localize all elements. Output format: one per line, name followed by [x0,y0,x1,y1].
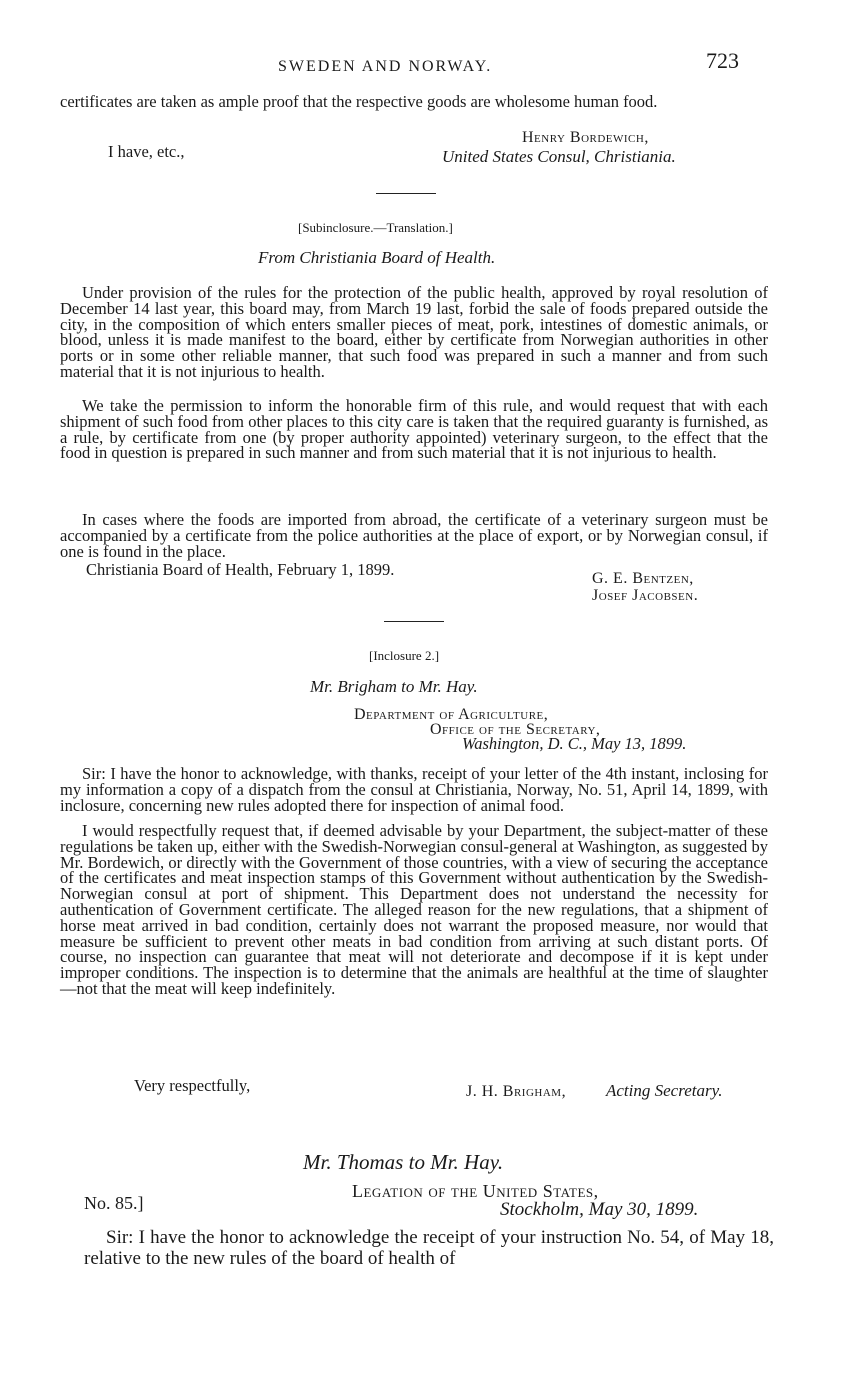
inclosure-paragraph-2: I would respectfully request that, if deemed advisable by your Department, the subject-matter of these regulations be taken up, either with the Swedish-Norwegian consul-general at Washington, as suggested by Mr. Bordewich, or directly with the Government of those countries, with a view of securing the acceptance of the certificates and meat inspection stamps of this Government without authentication by the Swedish-Norwegian consul at port of shipment. This Department does not understand the necessity for authentication of Government certificate. The alleged reason for the new regulations, that a shipment of horse meat arrived in bad condition, certainly does not warrant the proposed measure, nor would that measure be sufficient to prevent other meats in bad condition from arriving at such distant ports. Of course, no inspection can guarantee that meat will not deteriorate and decompose if it is kept under improper conditions. The inspection is to determine that the animals are healthful at the time of slaughter—not that the meat will keep indefinitely. [60,821,768,998]
closing-phrase: I have, etc., [108,142,185,161]
inclosure-heading: Mr. Brigham to Mr. Hay. [310,677,478,696]
address-office: Office of the Secretary, [430,721,601,738]
thomas-paragraph-1: Sir: I have the honor to acknowledge the receipt of your instruction No. 54, of May 18, relative to the new rules of the board of health of [84,1227,774,1269]
legation-address: Legation of the United States, [352,1181,599,1201]
signature-bentzen: G. E. Bentzen, [592,570,694,587]
subinclosure-paragraph-1: Under provision of the rules for the protection of the public health, approved by royal resolution of December 14 last year, this board may, from March 19 last, forbid the sale of foods prepared outside the city, in the composition of which enters smaller pieces of meat, pork, intestines of domestic animals, or blood, unless it is made manifest to the board, either by certificate from Norwegian authorities in other ports or in some other reliable manner, that such food was prepared in such a manner and from such material that it is not injurious to health. [60,283,768,381]
signer-title: Acting Secretary. [606,1081,723,1100]
inclosure-label: [Inclosure 2.] [369,648,440,663]
section-divider [376,193,436,194]
page-number: 723 [706,48,739,73]
closing-phrase: Very respectfully, [134,1076,251,1095]
subinclosure-heading: From Christiania Board of Health. [258,248,496,267]
subinclosure-label: [Subinclosure.—Translation.] [298,220,453,235]
subinclosure-dateline: Christiania Board of Health, February 1, 1899. [86,560,395,579]
continuation-paragraph: certificates are taken as ample proof that the respective goods are wholesome human food. [60,92,658,111]
signature-jacobsen: Josef Jacobsen. [592,587,699,604]
subinclosure-paragraph-2: We take the permission to inform the honorable firm of this rule, and would request that with each shipment of such food from other places to this city care is taken that the required guaranty is furnished, as a rule, by certificate from one (by proper authority appointed) veterinary surgeon, to the effect that the food in question is prepared in such manner and from such material that it is not injurious to health. [60,396,768,463]
running-title: SWEDEN AND NORWAY. [278,58,493,75]
dispatch-number: No. 85.] [84,1193,144,1213]
legation-dateline: Stockholm, May 30, 1899. [500,1199,699,1220]
signer-name: J. H. Brigham, [466,1083,567,1100]
inclosure-paragraph-1: Sir: I have the honor to acknowledge, with thanks, receipt of your letter of the 4th instant, inclosing for my information a copy of a dispatch from the consul at Christiania, Norway, No. 51, April 14, 1899, with inclosure, concerning new rules adopted there for inspection of animal food. [60,764,768,815]
signer-title: United States Consul, Christiania. [442,147,676,166]
letter-heading: Mr. Thomas to Mr. Hay. [303,1150,504,1174]
subinclosure-paragraph-3: In cases where the foods are imported from abroad, the certificate of a veterinary surgeon must be accompanied by a certificate from the police authorities at the place of export, or by Norwegian consul, if one is found in the place. [60,510,768,561]
address-department: Department of Agriculture, [354,706,549,723]
section-divider [384,621,444,622]
signer-name: Henry Bordewich, [522,129,649,146]
address-dateline: Washington, D. C., May 13, 1899. [462,734,687,753]
